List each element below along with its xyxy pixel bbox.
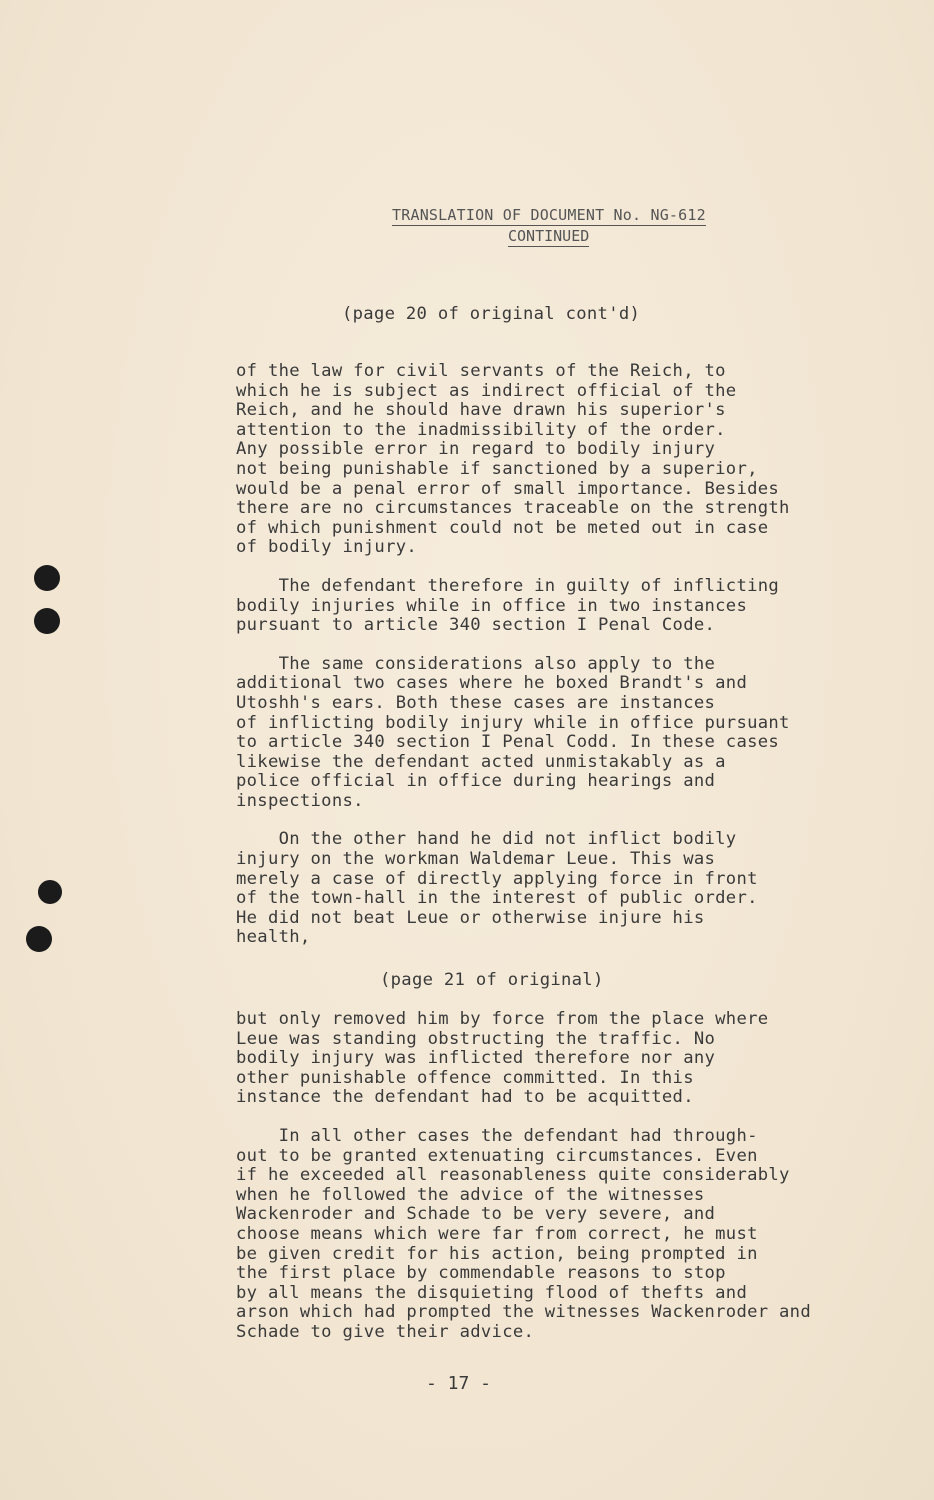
text-line: if he exceeded all reasonableness quite considerably (236, 1165, 790, 1186)
text-line: bodily injury was inflicted therefore nor any (236, 1048, 716, 1069)
text-line: by all means the disquieting flood of thefts and (236, 1282, 748, 1303)
text-line: On the other hand he did not inflict bodily (236, 829, 737, 850)
text-line: arson which had prompted the witnesses Wackenroder and (236, 1302, 811, 1323)
text-line: to article 340 section I Penal Codd. In these cases (236, 732, 780, 753)
text-line: of the town-hall in the interest of public order. (236, 888, 758, 909)
text-line: Schade to give their advice. (236, 1321, 535, 1342)
punch-hole-2 (34, 608, 60, 634)
text-line: Utoshh's ears. Both these cases are instances (236, 692, 716, 713)
text-line: In all other cases the defendant had through- (236, 1125, 758, 1146)
text-line: likewise the defendant acted unmistakably as a (236, 751, 726, 772)
punch-hole-1 (34, 565, 60, 591)
paragraph (236, 1010, 886, 1108)
paragraph (236, 655, 886, 812)
text-line: injury on the workman Waldemar Leue. This was (236, 849, 716, 870)
text-line: attention to the inadmissibility of the order. (236, 419, 726, 440)
page-note-middle: (page 21 of original) (380, 970, 604, 990)
paragraph (236, 362, 886, 558)
text-line: bodily injuries while in office in two instances (236, 595, 748, 616)
punch-hole-3 (38, 880, 62, 904)
text-line: inspections. (236, 790, 364, 811)
text-line: merely a case of directly applying force in front (236, 868, 758, 889)
text-line: Wackenroder and Schade to be very severe, and (236, 1204, 716, 1225)
text-line: which he is subject as indirect official of the (236, 380, 737, 401)
text-line: instance the defendant had to be acquitted. (236, 1087, 694, 1108)
text-line: other punishable offence committed. In this (236, 1067, 694, 1088)
text-line: Reich, and he should have drawn his superior's (236, 400, 726, 421)
text-line: of which punishment could not be meted out in case (236, 517, 769, 538)
paragraph (236, 577, 886, 636)
document-header (392, 205, 812, 247)
text-line: of bodily injury. (236, 537, 418, 558)
text-line: of the law for civil servants of the Reich, to (236, 361, 726, 381)
text-line: The same considerations also apply to the (236, 653, 716, 674)
text-line: additional two cases where he boxed Brandt's and (236, 673, 748, 694)
text-line: but only removed him by force from the place where (236, 1009, 769, 1029)
text-line: The defendant therefore in guilty of inflicting (236, 575, 780, 596)
text-line: be given credit for his action, being prompted in (236, 1243, 758, 1264)
text-line: the first place by commendable reasons to stop (236, 1263, 726, 1284)
text-line: Leue was standing obstructing the traffic. No (236, 1028, 716, 1049)
header-title: TRANSLATION OF DOCUMENT No. NG-612 (392, 206, 706, 224)
text-line: choose means which were far from correct, he must (236, 1223, 758, 1244)
text-line: police official in office during hearings and (236, 771, 716, 792)
text-line: when he followed the advice of the witnesses (236, 1184, 705, 1205)
text-line: Any possible error in regard to bodily injury (236, 439, 716, 460)
paragraph (236, 830, 886, 948)
text-line: He did not beat Leue or otherwise injure his (236, 907, 705, 928)
body-text-part2 (236, 1010, 886, 1343)
text-line: would be a penal error of small importance. Besides (236, 478, 780, 499)
text-line: there are no circumstances traceable on the strength (236, 498, 790, 519)
body-text-part1 (236, 362, 886, 948)
text-line: out to be granted extenuating circumstances. Even (236, 1145, 758, 1166)
page-number: - 17 - (426, 1373, 492, 1394)
text-line: pursuant to article 340 section I Penal Code. (236, 615, 716, 636)
paragraph (236, 1127, 886, 1343)
punch-hole-4 (26, 926, 52, 952)
text-line: health, (236, 927, 311, 948)
header-continued: CONTINUED (508, 227, 590, 245)
text-line: not being punishable if sanctioned by a superior, (236, 458, 758, 479)
text-line: of inflicting bodily injury while in office pursuant (236, 712, 790, 733)
page-note-top: (page 20 of original cont'd) (342, 304, 641, 324)
